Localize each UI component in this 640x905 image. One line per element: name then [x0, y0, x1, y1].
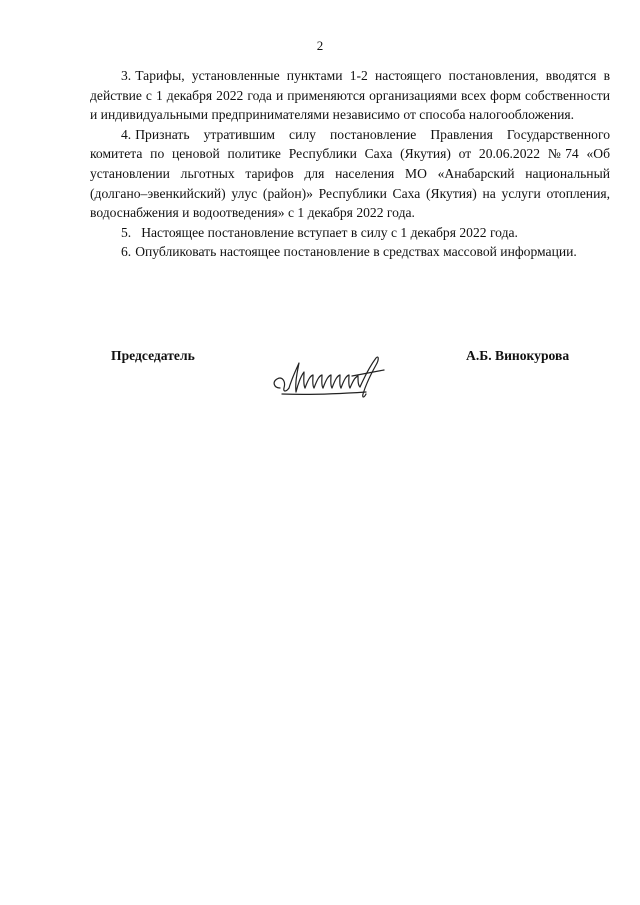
- paragraph-number: 3.: [121, 68, 132, 83]
- paragraph-number: 6.: [121, 244, 132, 260]
- paragraph-text: Тарифы, установленные пунктами 1-2 настоящего постановления, вводятся в действие с 1 декабря 2022 года и применяются организациями всех форм собственности и индивидуальными предпринимателями независимо от способа налогообложения.: [90, 68, 610, 123]
- paragraph-text: Опубликовать настоящее постановление в средствах массовой информации.: [135, 244, 577, 260]
- paragraph-4: [90, 125, 610, 223]
- signatory-title: Председатель: [111, 348, 195, 363]
- page-number: 2: [316, 38, 324, 53]
- paragraph-number: 5.: [121, 224, 132, 240]
- paragraph-6: [90, 242, 610, 262]
- signatory-name: А.Б. Винокурова: [466, 348, 570, 363]
- paragraph-number: 4.: [121, 126, 132, 142]
- handwritten-signature: [266, 348, 396, 404]
- paragraph-text: Признать утратившим силу постановление Правления Государственного комитета по ценовой политике Республики Саха (Якутия) от 20.06.2022 №74 «Об установлении льготных тарифов для населения МО «Анабарский национальный (долгано–эвенкийский) улус (район)» Республики Саха (Якутия) на услуги отопления, водоснабжения и водоотведения» с 1 декабря 2022 года.: [90, 126, 610, 221]
- paragraph-3: [90, 66, 610, 125]
- document-body: [90, 66, 610, 262]
- signature-block: [0, 348, 640, 418]
- paragraph-5: [90, 223, 610, 243]
- paragraph-text: Настоящее постановление вступает в силу с 1 декабря 2022 года.: [141, 224, 518, 240]
